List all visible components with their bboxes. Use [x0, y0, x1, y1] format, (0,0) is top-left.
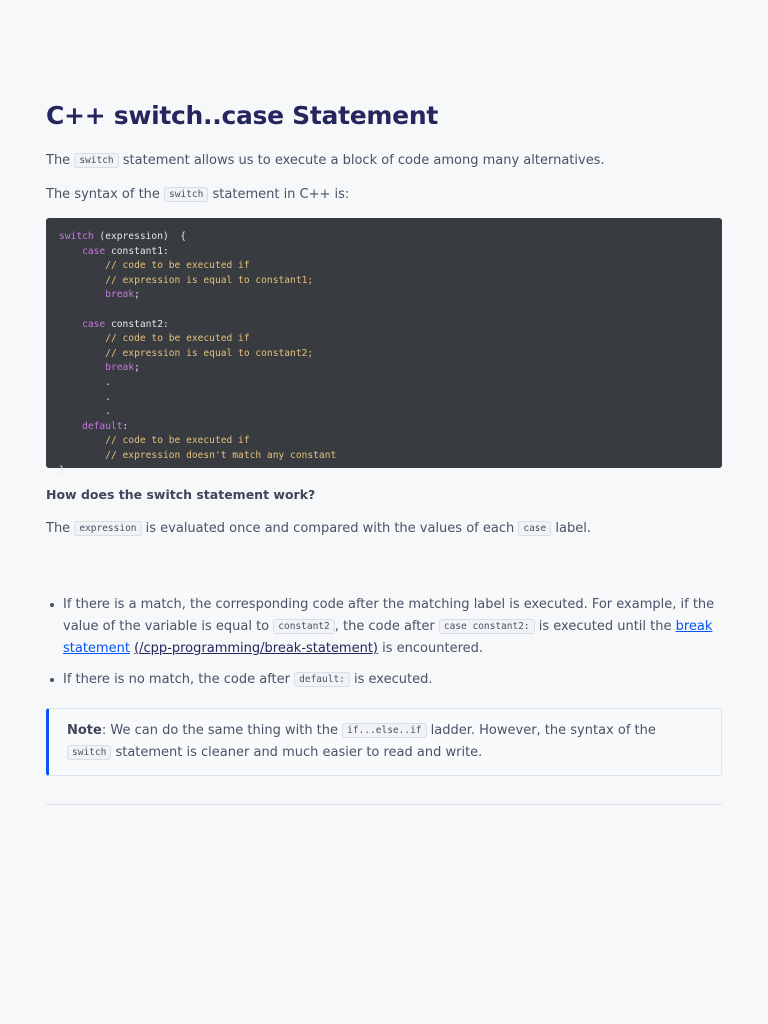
code-text: constant2: — [105, 318, 169, 330]
code-keyword: case — [82, 318, 106, 330]
code-line — [59, 332, 709, 347]
code-line — [59, 376, 709, 391]
code-comment: // code to be executed if — [59, 260, 250, 272]
syntax-intro-paragraph: The syntax of the switch statement in C++ is: — [46, 187, 350, 202]
code-text: (expression) { — [93, 231, 187, 242]
list-item: If there is a match, the corresponding code after the matching label is executed. For example, if the value of the variable is equal to constant2 , the code after case constant2: is executed until the break statement (/cpp-programming/break-statement) is encountered. — [46, 594, 722, 660]
code-text — [59, 246, 82, 257]
code-text — [59, 289, 105, 300]
code-line — [59, 434, 709, 449]
code-text: ; — [134, 289, 140, 301]
horizontal-rule — [46, 804, 722, 805]
inline-code: expression — [74, 521, 141, 536]
inline-code: constant2 — [273, 619, 334, 634]
code-keyword: switch — [59, 231, 94, 242]
code-line — [59, 288, 709, 303]
bullet-dot — [50, 678, 54, 682]
break-statement-link-path[interactable]: (/cpp-programming/break-statement) — [134, 641, 379, 656]
code-comment: // expression is equal to constant2; — [59, 347, 314, 359]
code-text: . — [59, 406, 111, 418]
inline-code: case — [518, 521, 551, 536]
note-callout: Note: We can do the same thing with the if...else..if ladder. However, the syntax of the switch statement is cleaner and much easier to read and write. — [46, 708, 722, 776]
bullet-list — [46, 594, 722, 700]
inline-code: switch — [67, 745, 111, 760]
code-line — [59, 347, 709, 362]
code-line — [59, 449, 709, 464]
code-comment: // code to be executed if — [59, 435, 250, 447]
note-label: Note — [67, 723, 102, 738]
code-line — [59, 464, 709, 479]
code-keyword: case — [82, 245, 106, 257]
code-text — [59, 362, 105, 373]
code-comment: // expression is equal to constant1; — [59, 274, 314, 286]
code-line — [59, 405, 709, 420]
article-content — [46, 98, 722, 540]
code-text: } — [59, 464, 65, 476]
inline-code: case constant2: — [439, 619, 535, 634]
bullet-dot — [50, 603, 54, 607]
code-keyword: break — [105, 289, 135, 301]
code-line — [59, 245, 709, 260]
code-text — [59, 421, 82, 432]
code-text: . — [59, 391, 111, 403]
inline-code: default: — [294, 672, 350, 687]
code-line — [59, 391, 709, 406]
code-text: ; — [134, 362, 140, 374]
page-title: C++ switch..case Statement — [46, 101, 438, 130]
section-subheading: How does the switch statement work? — [46, 487, 316, 502]
list-item: If there is no match, the code after default: is executed. — [46, 669, 722, 691]
code-text — [59, 319, 82, 330]
inline-code: switch — [164, 187, 208, 202]
code-text: constant1: — [105, 245, 169, 257]
code-text: : — [122, 420, 129, 432]
code-line — [59, 361, 709, 376]
code-line — [59, 259, 709, 274]
code-line — [59, 420, 709, 435]
intro-paragraph: The switch statement allows us to execute a block of code among many alternatives. — [46, 153, 605, 168]
code-block[interactable] — [46, 218, 722, 476]
code-comment: // expression doesn't match any constant — [59, 449, 337, 461]
break-statement-link[interactable]: break statement — [63, 619, 713, 656]
code-keyword: break — [105, 362, 135, 374]
code-line — [59, 318, 709, 333]
evaluation-paragraph: The expression is evaluated once and compared with the values of each case label. — [46, 521, 591, 536]
code-line — [59, 230, 709, 245]
inline-code: if...else..if — [342, 723, 426, 738]
code-line — [59, 303, 709, 318]
code-keyword: default — [82, 420, 123, 432]
code-line — [59, 274, 709, 289]
code-text: . — [59, 376, 111, 388]
code-comment: // code to be executed if — [59, 333, 250, 345]
inline-code: switch — [74, 153, 118, 168]
